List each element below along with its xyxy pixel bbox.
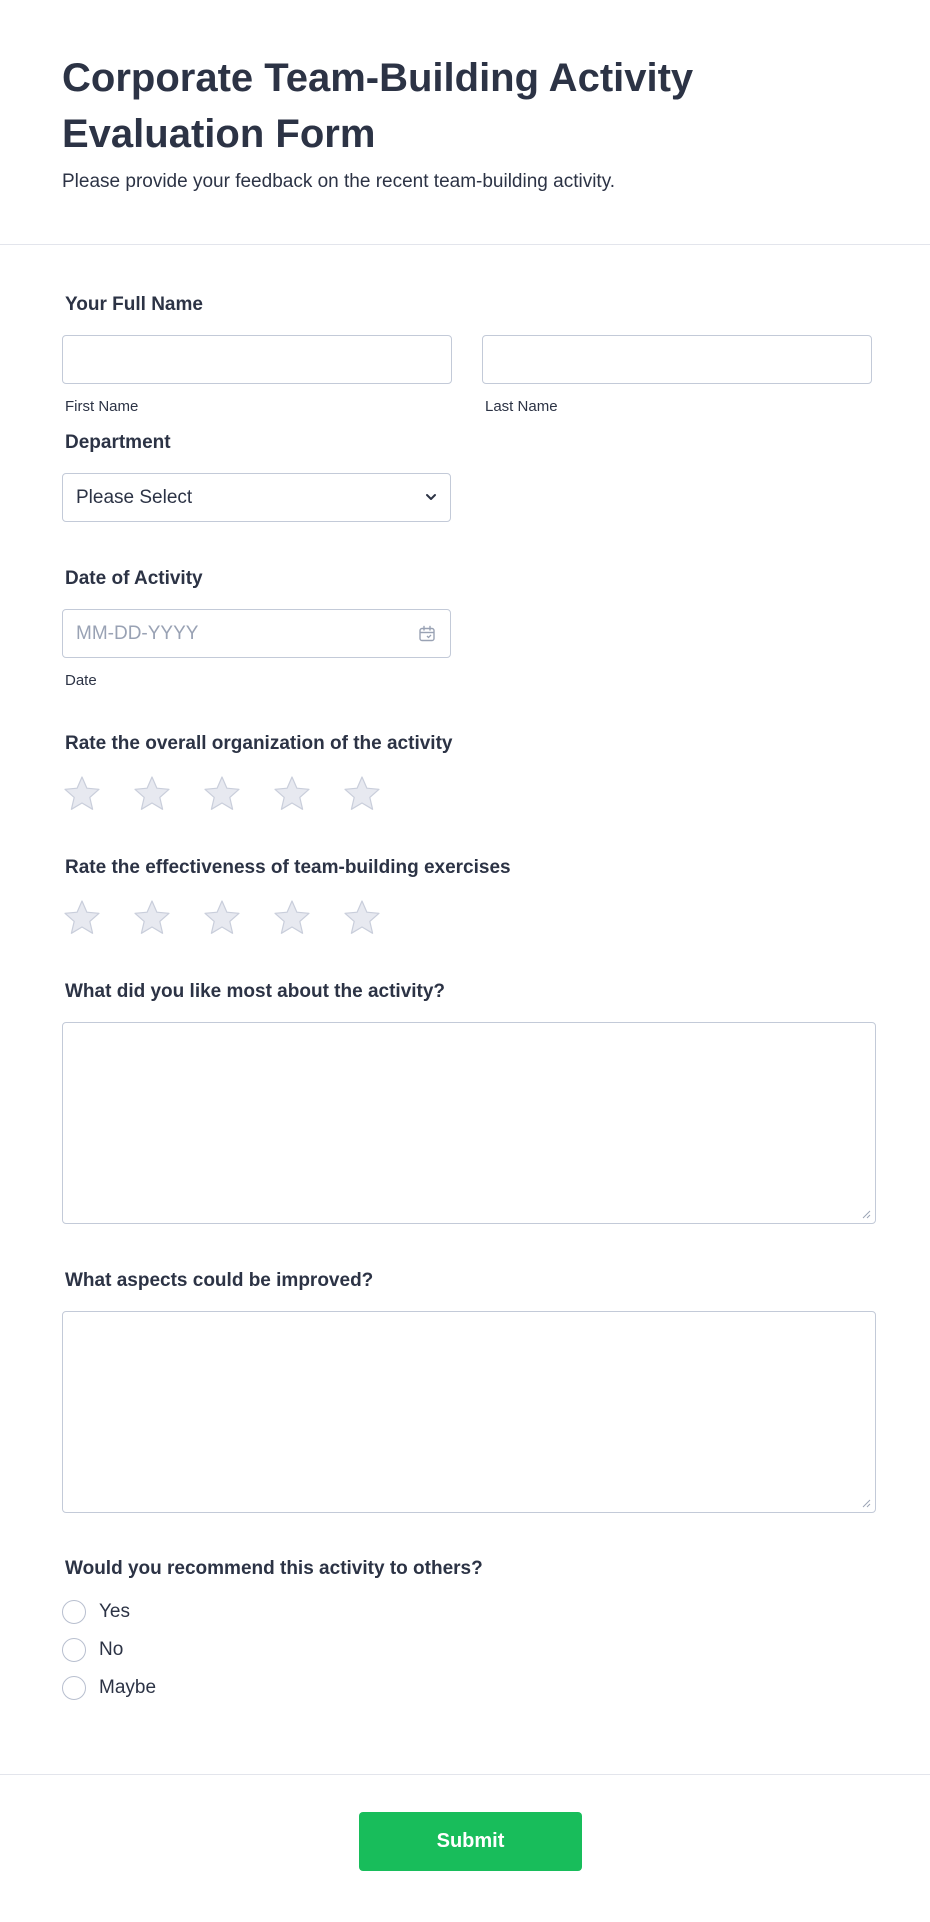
chevron-down-icon bbox=[424, 490, 438, 504]
form-footer bbox=[0, 1774, 930, 1922]
date-placeholder: MM-DD-YYYY bbox=[76, 622, 199, 644]
recommend-option[interactable] bbox=[62, 1669, 868, 1707]
calendar-icon[interactable] bbox=[418, 625, 436, 643]
full-name-label: Your Full Name bbox=[65, 294, 203, 315]
star-icon[interactable] bbox=[62, 898, 102, 938]
improvements-label: What aspects could be improved? bbox=[65, 1270, 374, 1291]
star-icon[interactable] bbox=[132, 774, 172, 814]
department-label: Department bbox=[65, 432, 171, 453]
form-header bbox=[0, 0, 930, 245]
first-name-sublabel: First Name bbox=[65, 398, 139, 415]
effectiveness-star-rating bbox=[62, 898, 868, 938]
radio-maybe[interactable] bbox=[62, 1676, 86, 1700]
star-icon[interactable] bbox=[202, 898, 242, 938]
date-field bbox=[62, 567, 868, 732]
recommend-option[interactable] bbox=[62, 1631, 868, 1669]
effectiveness-rating-field bbox=[62, 856, 868, 980]
radio-label-maybe: Maybe bbox=[99, 1677, 157, 1698]
organization-star-rating bbox=[62, 774, 868, 814]
date-input[interactable] bbox=[62, 609, 451, 658]
recommend-label: Would you recommend this activity to others? bbox=[65, 1558, 483, 1579]
last-name-input[interactable] bbox=[482, 335, 872, 384]
radio-label-yes: Yes bbox=[99, 1601, 130, 1622]
resize-grip-icon[interactable] bbox=[861, 1498, 871, 1508]
recommend-field bbox=[62, 1557, 868, 1707]
radio-no[interactable] bbox=[62, 1638, 86, 1662]
last-name-sublabel: Last Name bbox=[485, 398, 558, 415]
star-icon[interactable] bbox=[272, 898, 312, 938]
radio-label-no: No bbox=[99, 1639, 124, 1660]
star-icon[interactable] bbox=[272, 774, 312, 814]
department-selected-value: Please Select bbox=[76, 486, 193, 508]
star-icon[interactable] bbox=[132, 898, 172, 938]
date-label: Date of Activity bbox=[65, 568, 203, 589]
liked-most-textarea[interactable] bbox=[62, 1022, 876, 1224]
form-body bbox=[0, 245, 930, 1707]
liked-most-field bbox=[62, 980, 868, 1269]
radio-yes[interactable] bbox=[62, 1600, 86, 1624]
star-icon[interactable] bbox=[202, 774, 242, 814]
last-name-col bbox=[482, 335, 872, 416]
department-select[interactable] bbox=[62, 473, 451, 522]
organization-rating-label: Rate the overall organization of the activity bbox=[65, 733, 453, 754]
improvements-textarea[interactable] bbox=[62, 1311, 876, 1513]
department-field bbox=[62, 431, 868, 567]
star-icon[interactable] bbox=[342, 898, 382, 938]
first-name-col bbox=[62, 335, 452, 416]
liked-most-label: What did you like most about the activity? bbox=[65, 981, 446, 1002]
form-subtitle: Please provide your feedback on the recent team-building activity. bbox=[62, 171, 616, 192]
improvements-field bbox=[62, 1269, 868, 1557]
star-icon[interactable] bbox=[342, 774, 382, 814]
resize-grip-icon[interactable] bbox=[861, 1209, 871, 1219]
organization-rating-field bbox=[62, 732, 868, 856]
effectiveness-rating-label: Rate the effectiveness of team-building exercises bbox=[65, 857, 511, 878]
form-title: Corporate Team-Building Activity Evaluation Form bbox=[62, 56, 694, 156]
first-name-input[interactable] bbox=[62, 335, 452, 384]
date-sublabel: Date bbox=[65, 672, 97, 689]
recommend-option[interactable] bbox=[62, 1593, 868, 1631]
submit-button[interactable]: Submit bbox=[359, 1812, 582, 1871]
full-name-field bbox=[62, 293, 868, 431]
star-icon[interactable] bbox=[62, 774, 102, 814]
full-name-row bbox=[62, 335, 868, 416]
